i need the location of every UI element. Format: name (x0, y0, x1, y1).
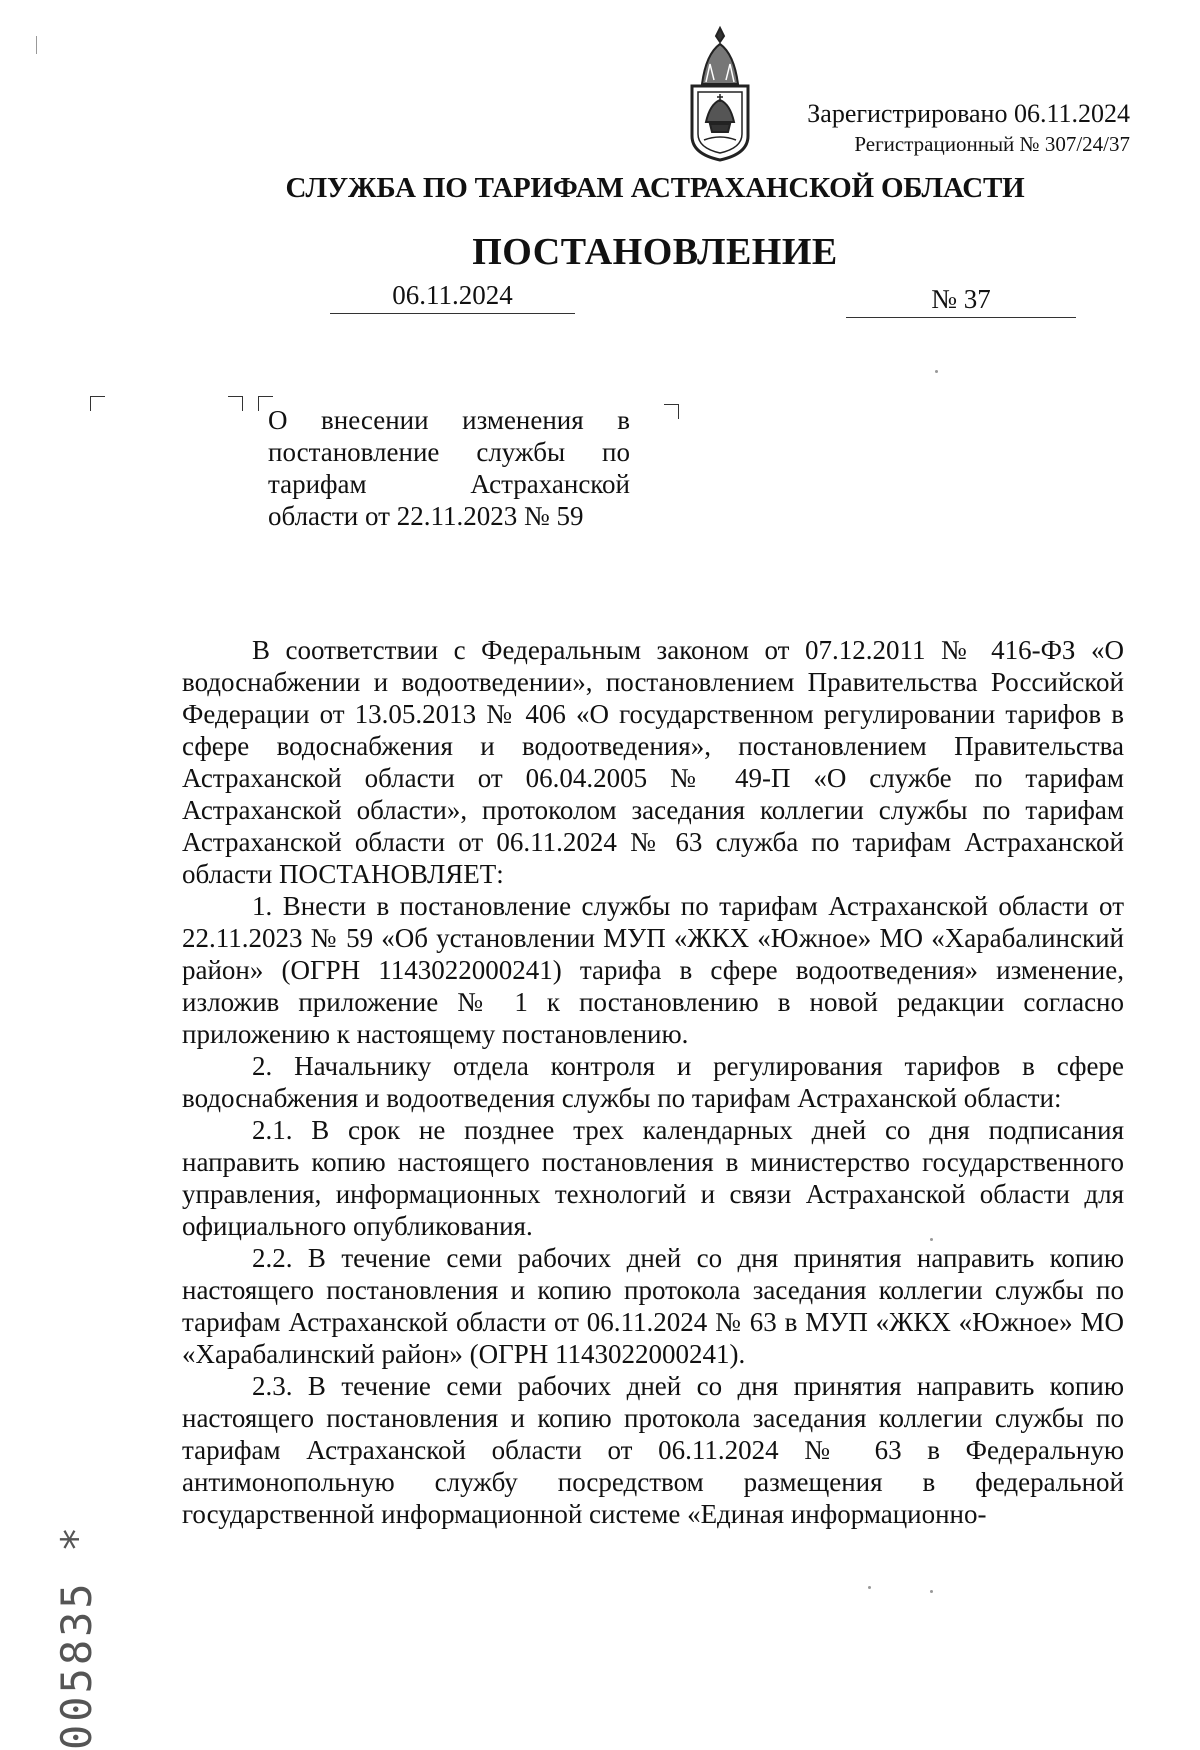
scan-speck (930, 1590, 933, 1593)
subject-line: области от 22.11.2023 № 59 (268, 501, 584, 531)
scan-speck (930, 1238, 933, 1241)
subject-line: постановление службы по (268, 437, 630, 467)
subject-line: О внесении изменения в (268, 405, 630, 435)
registration-block (807, 98, 1130, 157)
scan-mark (36, 36, 37, 54)
clause-2-2: 2.2. В течение семи рабочих дней со дня принятия направить копию настоящего постановления и копию протокола заседания коллегии службы по тарифам Астраханской области от 06.11.2024 № 63 в МУП «ЖКХ «Южное» МО «Харабалинский район» (ОГРН 1143022000241). (182, 1243, 1124, 1369)
coat-of-arms-icon (680, 24, 760, 164)
registration-date: Зарегистрировано 06.11.2024 (807, 99, 1130, 128)
scan-speck (868, 1586, 871, 1589)
document-body (182, 634, 1124, 1530)
subject-line: тарифам Астраханской (268, 469, 630, 499)
bracket-corner (90, 396, 105, 411)
registration-number: Регистрационный № 307/24/37 (854, 131, 1130, 156)
document-subject (268, 404, 630, 532)
bracket-corner (228, 396, 243, 411)
document-number: № 37 (846, 284, 1076, 318)
organization-name: СЛУЖБА ПО ТАРИФАМ АСТРАХАНСКОЙ ОБЛАСТИ (285, 172, 1025, 204)
document-date: 06.11.2024 (330, 280, 575, 314)
document-title: ПОСТАНОВЛЕНИЕ (472, 231, 838, 273)
side-serial-stamp: 005835 * (52, 1523, 101, 1750)
clause-2: 2. Начальнику отдела контроля и регулирования тарифов в сфере водоснабжения и водоотведения службы по тарифам Астраханской области: (182, 1051, 1124, 1113)
clause-2-1: 2.1. В срок не позднее трех календарных дней со дня подписания направить копию настоящего постановления в министерство государственного управления, информационных технологий и связи Астраханской области для официального опубликования. (182, 1115, 1124, 1241)
bracket-corner (664, 404, 679, 419)
preamble-paragraph: В соответствии с Федеральным законом от 07.12.2011 № 416-ФЗ «О водоснабжении и водоотведении», постановлением Правительства Российской Федерации от 13.05.2013 № 406 «О государственном регулировании тарифов в сфере водоснабжения и водоотведения», постановлением Правительства Астраханской области от 06.04.2005 № 49-П «О службе по тарифам Астраханской области», протоколом заседания коллегии службы по тарифам Астраханской области от 06.11.2024 № 63 служба по тарифам Астраханской области ПОСТАНОВЛЯЕТ: (182, 635, 1124, 889)
clause-2-3: 2.3. В течение семи рабочих дней со дня принятия направить копию настоящего постановления и копию протокола заседания коллегии службы по тарифам Астраханской области от 06.11.2024 № 63 в Федеральную антимонопольную службу посредством размещения в федеральной государственной информационной системе «Единая информационно- (182, 1371, 1124, 1529)
clause-1: 1. Внести в постановление службы по тарифам Астраханской области от 22.11.2023 № 59 «Об установлении МУП «ЖКХ «Южное» МО «Харабалинский район» (ОГРН 1143022000241) тарифа в сфере водоотведения» изменение, изложив приложение № 1 к постановлению в новой редакции согласно приложению к настоящему постановлению. (182, 891, 1124, 1049)
scan-speck (935, 370, 938, 373)
